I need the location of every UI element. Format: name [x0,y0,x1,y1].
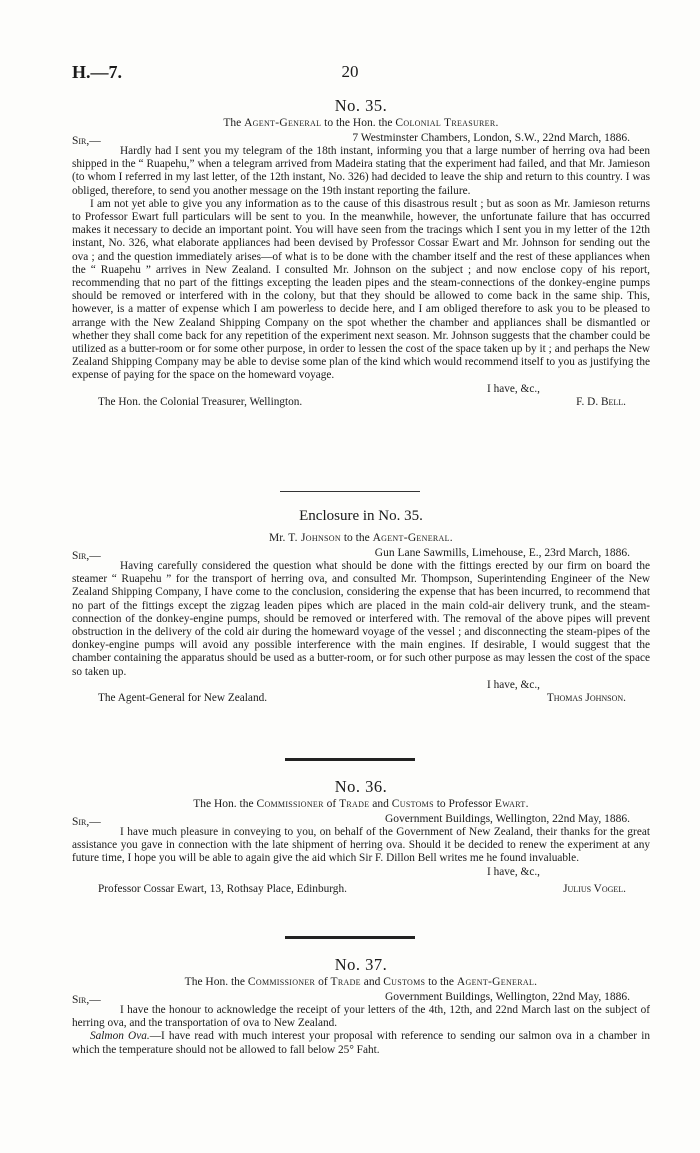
address-line [72,131,650,145]
letter-no-37 [72,955,650,1057]
addressee: The Agent-General for New Zealand. [98,691,268,704]
signature-line [72,692,650,705]
sender-address: Gun Lane Sawmills, Limehouse, E., 23rd March, 1886. [374,547,630,559]
address-line [72,546,650,560]
letter-number: No. 36. [334,777,388,796]
letter-heading: The Hon. the Commissioner of Trade and Customs to the Agent-General. [184,976,538,988]
signature-line [72,883,650,896]
paragraph: Hardly had I sent you my telegram of the 18th instant, informing you that a large number of herring ova had been shipped in the “ Ruapehu,” when a telegram arrived from Madeira stating that the experiment had failed, and that Mr. Jamieson (to whom I referred in my last letter, of the 12th instant, No. 326) had decided to leave the ship and return to this country. I was obliged, therefore, to send you another message on the 19th instant reporting the failure. [72,145,650,197]
letter-no-36 [72,777,650,896]
divider [285,936,415,939]
closing: I have, &c., [486,865,540,878]
divider [280,491,420,492]
series-reference: H.—7. [72,62,123,82]
paragraph: Having carefully considered the question what should be done with the fittings erected by our firm on board the steamer “ Ruapehu ” for the transport of herring ova, and consulted Mr. Thompson, Superintending Engineer of the New Zealand Shipping Company, I have come to the conclusion, considering the expense that has been incurred, to recommend that no part of the fittings except the zigzag leaden pipes which are placed in the main cold-air delivery trunk, and the steam-connection of the donkey-engine pumps, should be removed or interfered with. The removal of the above pipes will prevent obstruction in the delivery of the cold air during the homeward voyage of the vessel ; and disconnecting the steam-pipes of the donkey-engine pumps will avoid any possible interference with the main engines. If desirable, I would suggest that the chamber containing the apparatus should be used as a butter-room, or for such other purpose as may lessen the cost of the space so taken up. [72,560,650,678]
letter-heading: Mr. T. Johnson to the Agent-General. [269,532,453,544]
letter-number: No. 37. [334,955,388,974]
paragraph: I have much pleasure in conveying to you, on behalf of the Government of New Zealand, their thanks for the great assistance you gave in connection with the late shipment of herring ova. Should it be decided to renew the experiment at any future time, I hope you will be able to again give the aid which Sir F. Dillon Bell writes me he found invaluable. [72,826,650,865]
paragraph: I have the honour to acknowledge the receipt of your letters of the 4th, 12th, and 22nd March last on the subject of herring ova, and the transportation of ova to New Zealand. [72,1004,650,1030]
divider [285,758,415,761]
paragraph: I am not yet able to give you any information as to the cause of this disastrous result ; but as soon as Mr. Jamieson returns to Professor Ewart full particulars will be sent to you. In the meanwhile, however, the unfortunate failure that has occurred makes it necessary to decide an important point. You will have seen from the tracings which I sent you in my letter of the 12th instant, No. 326, what elaborate appliances had been devised by Professor Cossar Ewart and Mr. Johnson for sending out the ova ; and the question immediately arises—of what is to be done with the chamber itself and the rest of these appliances when the “ Ruapehu ” arrives in New Zealand. I consulted Mr. Johnson on the subject ; and now enclose copy of his report, recommending that no part of the fittings excepting the leaden pipes and the steam-connections of the donkey-engine pumps should be removed or interfered with in the colony, but that they should be allowed to come back in the same ship. This, however, is a matter of expense which I am powerless to decide here, and I am obliged therefore to ask you to be pleased to arrange with the New Zealand Shipping Company on the spot whether the chamber and appliances shall be dismantled or whether they shall come back for any repetition of the experiment next season. Mr. Johnson suggests that the chamber could be utilized as a butter-room or for some other purpose, in order to lessen the cost of the space taken up by it ; and perhaps the New Zealand Shipping Company may be able to devise some plan of the kind which would recommend itself to you as justifying the expense of paying for the space on the homeward voyage. [72,197,650,382]
letter-heading: The Agent-General to the Hon. the Colonial Treasurer. [223,117,499,129]
signature: Thomas Johnson. [546,691,626,704]
addressee: The Hon. the Colonial Treasurer, Wellington. [98,395,303,408]
signature-line [72,396,650,409]
letter-number: No. 35. [334,96,388,115]
address-line [72,812,650,826]
sender-address: 7 Westminster Chambers, London, S.W., 22nd March, 1886. [352,132,630,144]
enclosure-title: Enclosure in No. 35. [299,508,423,524]
page-number: 20 [341,62,359,81]
section-heading: Salmon Ova. [90,1030,150,1043]
signature: Julius Vogel. [563,882,626,895]
signature: F. D. Bell. [576,395,626,408]
salutation: Sir,— [72,994,101,1006]
salutation: Sir,— [72,816,101,828]
closing: I have, &c., [486,678,540,691]
salutation: Sir,— [72,135,101,147]
closing: I have, &c., [486,382,540,395]
page-header [72,62,628,84]
addressee: Professor Cossar Ewart, 13, Rothsay Place, Edinburgh. [98,882,347,895]
letter-heading: The Hon. the Commissioner of Trade and Customs to Professor Ewart. [193,798,529,810]
enclosure-no-35 [72,507,650,705]
paragraph: Salmon Ova.—I have read with much interest your proposal with reference to sending our salmon ova in a chamber in which the temperature should not be allowed to fall below 25° Faht. [72,1030,650,1056]
address-line [72,990,650,1004]
letter-no-35 [72,96,650,409]
sender-address: Government Buildings, Wellington, 22nd May, 1886. [384,991,630,1003]
sender-address: Government Buildings, Wellington, 22nd May, 1886. [384,813,630,825]
salutation: Sir,— [72,550,101,562]
